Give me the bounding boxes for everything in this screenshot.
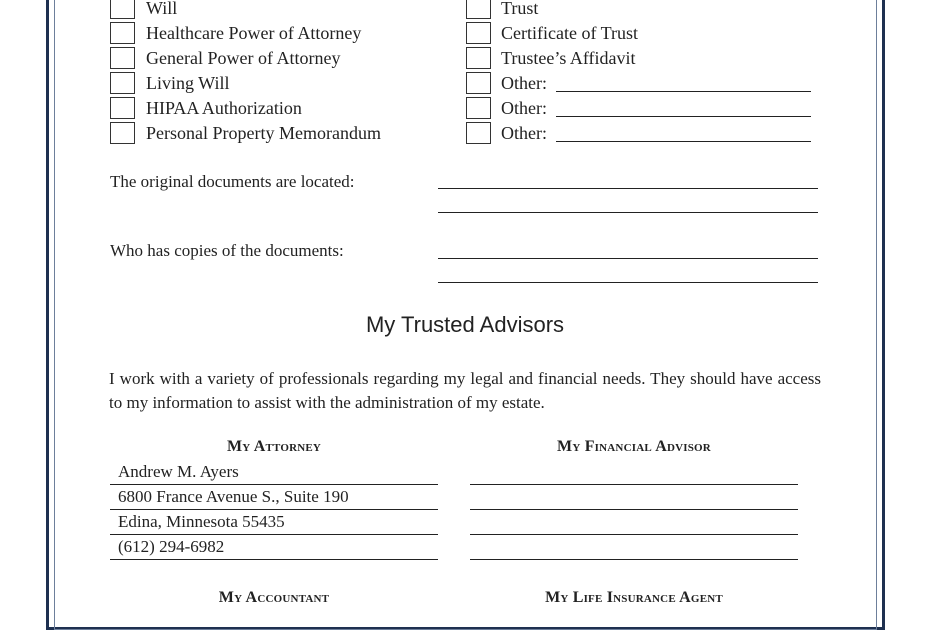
attorney-rule-1	[110, 484, 438, 485]
attorney-rule-4	[110, 559, 438, 560]
attorney-line-4: (612) 294-6982	[118, 537, 225, 556]
financial-advisor-heading: My Financial Advisor	[557, 438, 711, 455]
checkbox-living-will[interactable]	[110, 72, 135, 94]
other-3-field[interactable]	[556, 141, 811, 142]
checkbox-label: Personal Property Memorandum	[146, 123, 381, 143]
checkbox-label: Other:	[501, 123, 547, 143]
advisors-intro: I work with a variety of professionals regarding my legal and financial needs. They should have access to my information to assist with the administration of my estate.	[109, 369, 821, 412]
other-2-field[interactable]	[556, 116, 811, 117]
attorney-line-3: Edina, Minnesota 55435	[118, 512, 285, 531]
originals-field-2[interactable]	[438, 212, 818, 213]
checkbox-label: Certificate of Trust	[501, 23, 638, 43]
checkbox-hipaa[interactable]	[110, 97, 135, 119]
life-insurance-agent-heading: My Life Insurance Agent	[545, 589, 723, 606]
copies-field-1[interactable]	[438, 258, 818, 259]
checkbox-label: Will	[146, 0, 178, 18]
checkbox-other-3[interactable]	[466, 122, 491, 144]
checkbox-other-2[interactable]	[466, 97, 491, 119]
section-title-trusted-advisors: My Trusted Advisors	[365, 312, 565, 337]
financial-advisor-field-1[interactable]	[470, 484, 798, 485]
financial-advisor-field-3[interactable]	[470, 534, 798, 535]
checkbox-label: Living Will	[146, 73, 230, 93]
financial-advisor-field-4[interactable]	[470, 559, 798, 560]
attorney-rule-2	[110, 509, 438, 510]
attorney-heading: My Attorney	[226, 438, 322, 455]
checkbox-healthcare-poa[interactable]	[110, 22, 135, 44]
checkbox-label: Other:	[501, 73, 547, 93]
checkbox-label: General Power of Attorney	[146, 48, 341, 68]
originals-label: The original documents are located:	[110, 172, 355, 191]
accountant-heading: My Accountant	[218, 589, 330, 606]
copies-label: Who has copies of the documents:	[110, 241, 344, 260]
checkbox-label: HIPAA Authorization	[146, 98, 302, 118]
checkbox-certificate-of-trust[interactable]	[466, 22, 491, 44]
checkbox-general-poa[interactable]	[110, 47, 135, 69]
copies-field-2[interactable]	[438, 282, 818, 283]
checkbox-trust[interactable]	[466, 0, 491, 19]
attorney-line-2: 6800 France Avenue S., Suite 190	[118, 487, 349, 506]
attorney-rule-3	[110, 534, 438, 535]
other-1-field[interactable]	[556, 91, 811, 92]
checkbox-label: Other:	[501, 98, 547, 118]
checkbox-label: Trust	[501, 0, 539, 18]
checkbox-label: Trustee’s Affidavit	[501, 48, 636, 68]
checkbox-label: Healthcare Power of Attorney	[146, 23, 362, 43]
financial-advisor-field-2[interactable]	[470, 509, 798, 510]
checkbox-other-1[interactable]	[466, 72, 491, 94]
attorney-line-1: Andrew M. Ayers	[118, 462, 239, 481]
checkbox-personal-property[interactable]	[110, 122, 135, 144]
checkbox-will[interactable]	[110, 0, 135, 19]
checkbox-trustee-affidavit[interactable]	[466, 47, 491, 69]
originals-field-1[interactable]	[438, 188, 818, 189]
